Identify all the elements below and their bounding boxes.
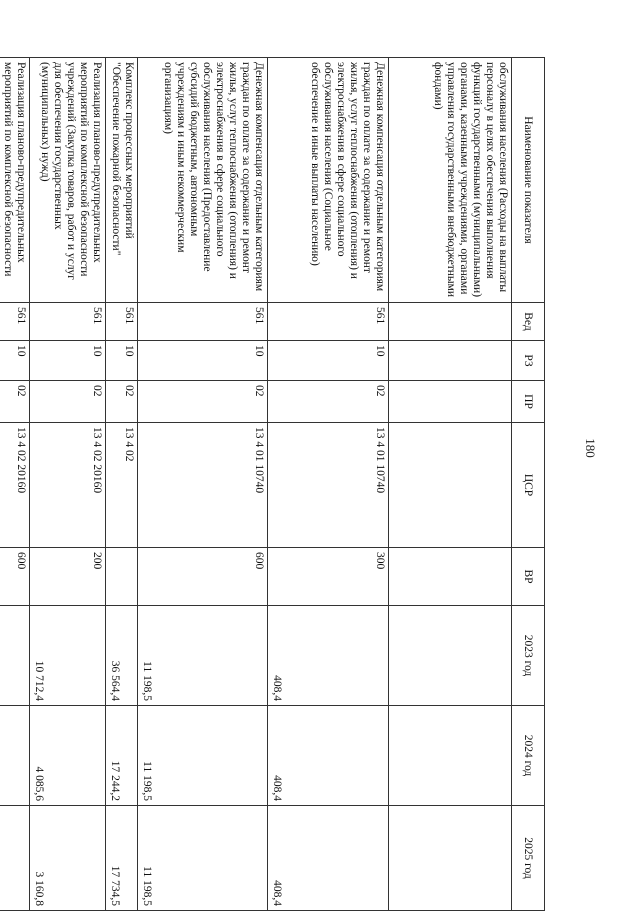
row-2025: 408,4 [268, 806, 389, 911]
row-csr: 13 4 02 [106, 423, 138, 548]
row-name: Денежная компенсация отдельным категориям граждан по оплате за содержание и ремонт жилья, услуг теплоснабжения (отопления) и электроснабжения в сфере социального обслуживания населения (Социальное обеспечение и иные выплаты населению) [268, 58, 389, 303]
row-pr: 02 [30, 381, 106, 423]
row-2024: 11 198,5 [138, 706, 268, 806]
row-pr [389, 381, 512, 423]
row-pr: 02 [0, 381, 30, 423]
header-csr: ЦСР [512, 423, 545, 548]
row-name: Комплекс процессных мероприятий "Обеспечение пожарной безопасности" [106, 58, 138, 303]
header-vr: ВР [512, 548, 545, 606]
row-csr: 13 4 02 20160 [0, 423, 30, 548]
row-name: Реализация планово-предупредительных мероприятий по комплексной безопасности [0, 58, 30, 303]
row-2024: 408,4 [268, 706, 389, 806]
table-row [268, 58, 389, 911]
row-2023: 408,4 [268, 606, 389, 706]
page-number: 180 [582, 438, 598, 458]
row-2025 [389, 806, 512, 911]
row-vr: 300 [268, 548, 389, 606]
row-ved: 561 [268, 303, 389, 341]
row-pr: 02 [138, 381, 268, 423]
header-2023: 2023 год [512, 606, 545, 706]
row-vr: 600 [138, 548, 268, 606]
budget-table [0, 57, 545, 911]
row-name: Денежная компенсация отдельным категориям граждан по оплате за содержание и ремонт жилья, услуг теплоснабжения (отопления) и электроснабжения в сфере социального обслуживания населения (Предоставление субсидий бюджетным, автономным учреждениям и иным некоммерческим организациям) [138, 58, 268, 303]
row-2023 [0, 606, 30, 706]
row-vr [106, 548, 138, 606]
row-rz: 10 [268, 341, 389, 381]
header-name: Наименование показателя [512, 58, 545, 303]
row-2024 [0, 706, 30, 806]
row-rz: 10 [138, 341, 268, 381]
table-row [389, 58, 512, 911]
table-row [0, 58, 30, 911]
row-2024 [389, 706, 512, 806]
row-csr [389, 423, 512, 548]
table-header-row [512, 58, 545, 911]
table-row [106, 58, 138, 911]
row-2023 [389, 606, 512, 706]
header-2024: 2024 год [512, 706, 545, 806]
header-rz: РЗ [512, 341, 545, 381]
header-2025: 2025 год [512, 806, 545, 911]
row-ved: 561 [0, 303, 30, 341]
row-ved: 561 [138, 303, 268, 341]
table-row [138, 58, 268, 911]
row-name: Реализация планово-предупредительных мероприятий по комплексной безопасности учреждений (Закупка товаров, работ и услуг для обеспечения государственных (муниципальных) нужд) [30, 58, 106, 303]
table-row [30, 58, 106, 911]
row-vr: 600 [0, 548, 30, 606]
row-2024: 4 085,6 [30, 706, 106, 806]
row-ved: 561 [30, 303, 106, 341]
row-rz: 10 [0, 341, 30, 381]
row-2025 [0, 806, 30, 911]
row-rz [389, 341, 512, 381]
row-vr: 200 [30, 548, 106, 606]
row-2025: 3 160,8 [30, 806, 106, 911]
row-rz: 10 [106, 341, 138, 381]
row-vr [389, 548, 512, 606]
row-2025: 11 198,5 [138, 806, 268, 911]
row-2023: 11 198,5 [138, 606, 268, 706]
row-pr: 02 [268, 381, 389, 423]
row-csr: 13 4 02 20160 [30, 423, 106, 548]
row-2025: 17 734,5 [106, 806, 138, 911]
row-2024: 17 244,2 [106, 706, 138, 806]
row-pr: 02 [106, 381, 138, 423]
row-ved [389, 303, 512, 341]
row-csr: 13 4 01 10740 [268, 423, 389, 548]
rotated-table-container [2, 57, 545, 910]
row-rz: 10 [30, 341, 106, 381]
row-csr: 13 4 01 10740 [138, 423, 268, 548]
row-name: обслуживания населения (Расходы на выплаты персоналу в целях обеспечения выполнения функций государственными (муниципальными) органами, казенными учреждениями, органами управления государственными внебюджетными фондами) [389, 58, 512, 303]
header-ved: Вед [512, 303, 545, 341]
row-2023: 10 712,4 [30, 606, 106, 706]
row-2023: 36 564,4 [106, 606, 138, 706]
row-ved: 561 [106, 303, 138, 341]
header-pr: ПР [512, 381, 545, 423]
